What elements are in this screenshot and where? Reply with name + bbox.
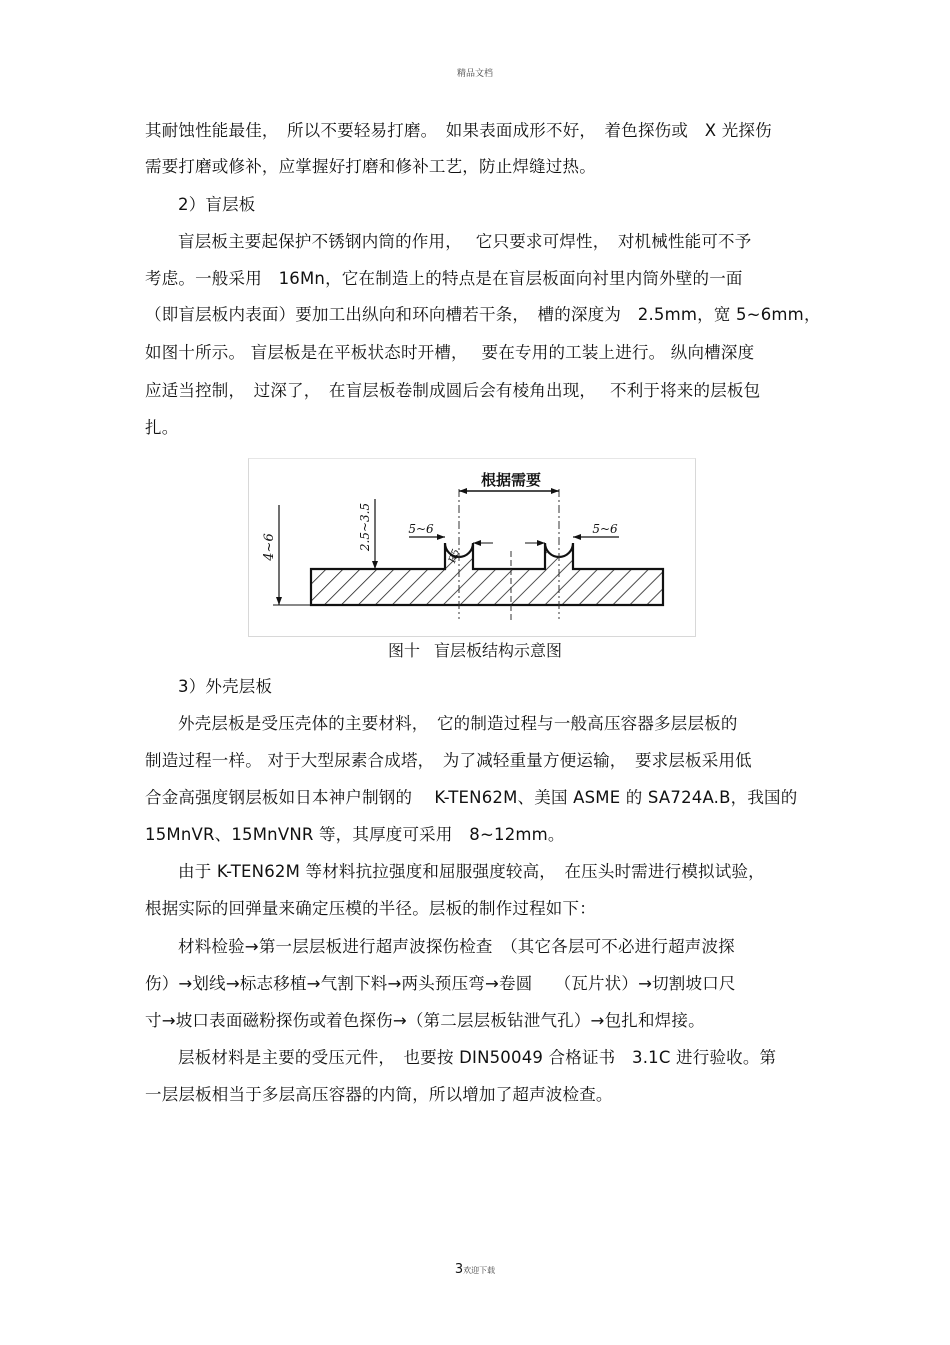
section-heading-3: 3）外壳层板: [178, 677, 273, 696]
paragraph-line: 其耐蚀性能最佳， 所以不要轻易打磨。 如果表面成形不好， 着色探伤或 X 光探伤: [145, 121, 772, 140]
page-footer: [0, 1262, 950, 1277]
paragraph-line: 应适当控制， 过深了， 在盲层板卷制成圆后会有棱角出现， 不利于将来的层板包: [145, 381, 761, 400]
paragraph-line: 外壳层板是受压壳体的主要材料， 它的制造过程与一般高压容器多层层板的: [178, 714, 738, 733]
figure-number: 图十: [387, 641, 420, 660]
paragraph-line: 根据实际的回弹量来确定压模的半径。层板的制作过程如下：: [145, 899, 596, 918]
paragraph-line: 制造过程一样。 对于大型尿素合成塔， 为了减轻重量方便运输， 要求层板采用低: [145, 751, 752, 770]
paragraph-line: 15MnVR、15MnVNR 等，其厚度可采用 8~12mm。: [145, 825, 565, 844]
paragraph-line: 一层层板相当于多层高压容器的内筒，所以增加了超声波检查。: [145, 1085, 613, 1104]
paragraph-line: 寸→坡口表面磁粉探伤或着色探伤→（第二层层板钻泄气孔）→包扎和焊接。: [145, 1011, 705, 1030]
paragraph-line: 伤）→划线→标志移植→气割下料→两头预压弯→卷圆 （瓦片状）→切割坡口尺: [145, 974, 736, 993]
paragraph-line: 材料检验→第一层层板进行超声波探伤检查 （其它各层可不必进行超声波探: [178, 937, 735, 956]
blind-plate-figure: [248, 458, 696, 637]
section-heading-2: 2）盲层板: [178, 195, 256, 214]
paragraph-line: 扎。: [145, 418, 179, 437]
footer-text: 欢迎下载: [463, 1266, 496, 1275]
dim-label-depth: 2.5~3.5: [358, 502, 372, 552]
dim-label-top: 根据需要: [480, 471, 542, 489]
plate-section: [311, 543, 663, 605]
radius-label: R5: [447, 547, 463, 565]
paragraph-line: 盲层板主要起保护不锈钢内筒的作用， 它只要求可焊性， 对机械性能可不予: [178, 232, 752, 251]
paragraph-line: 层板材料是主要的受压元件， 也要按 DIN50049 合格证书 3.1C 进行验收。第: [178, 1048, 777, 1067]
paragraph-line: 合金高强度钢层板如日本神户制钢的 K-TEN62M、美国 ASME 的 SA724A.B，我国的: [145, 788, 798, 807]
figure-caption: [0, 638, 950, 661]
paragraph-line: 由于 K-TEN62M 等材料抗拉强度和屈服强度较高， 在压头时需进行模拟试验，: [178, 862, 765, 881]
paragraph-line: 需要打磨或修补，应掌握好打磨和修补工艺，防止焊缝过热。: [145, 157, 596, 176]
paragraph-line: 如图十所示。 盲层板是在平板状态时开槽， 要在专用的工装上进行。 纵向槽深度: [145, 343, 755, 362]
dim-label-left: 4~6: [262, 533, 277, 561]
dim-label-width-left: 5~6: [408, 522, 434, 536]
dim-label-width-right: 5~6: [592, 522, 618, 536]
paragraph-line: （即盲层板内表面）要加工出纵向和环向槽若干条， 槽的深度为 2.5mm，宽 5~6mm，: [145, 305, 821, 324]
page-header: 精品文档: [456, 69, 493, 79]
page-number: 3: [454, 1262, 464, 1277]
paragraph-line: 考虑。一般采用 16Mn，它在制造上的特点是在盲层板面向衬里内筒外壁的一面: [145, 269, 743, 288]
figure-title: 盲层板结构示意图: [434, 641, 563, 660]
